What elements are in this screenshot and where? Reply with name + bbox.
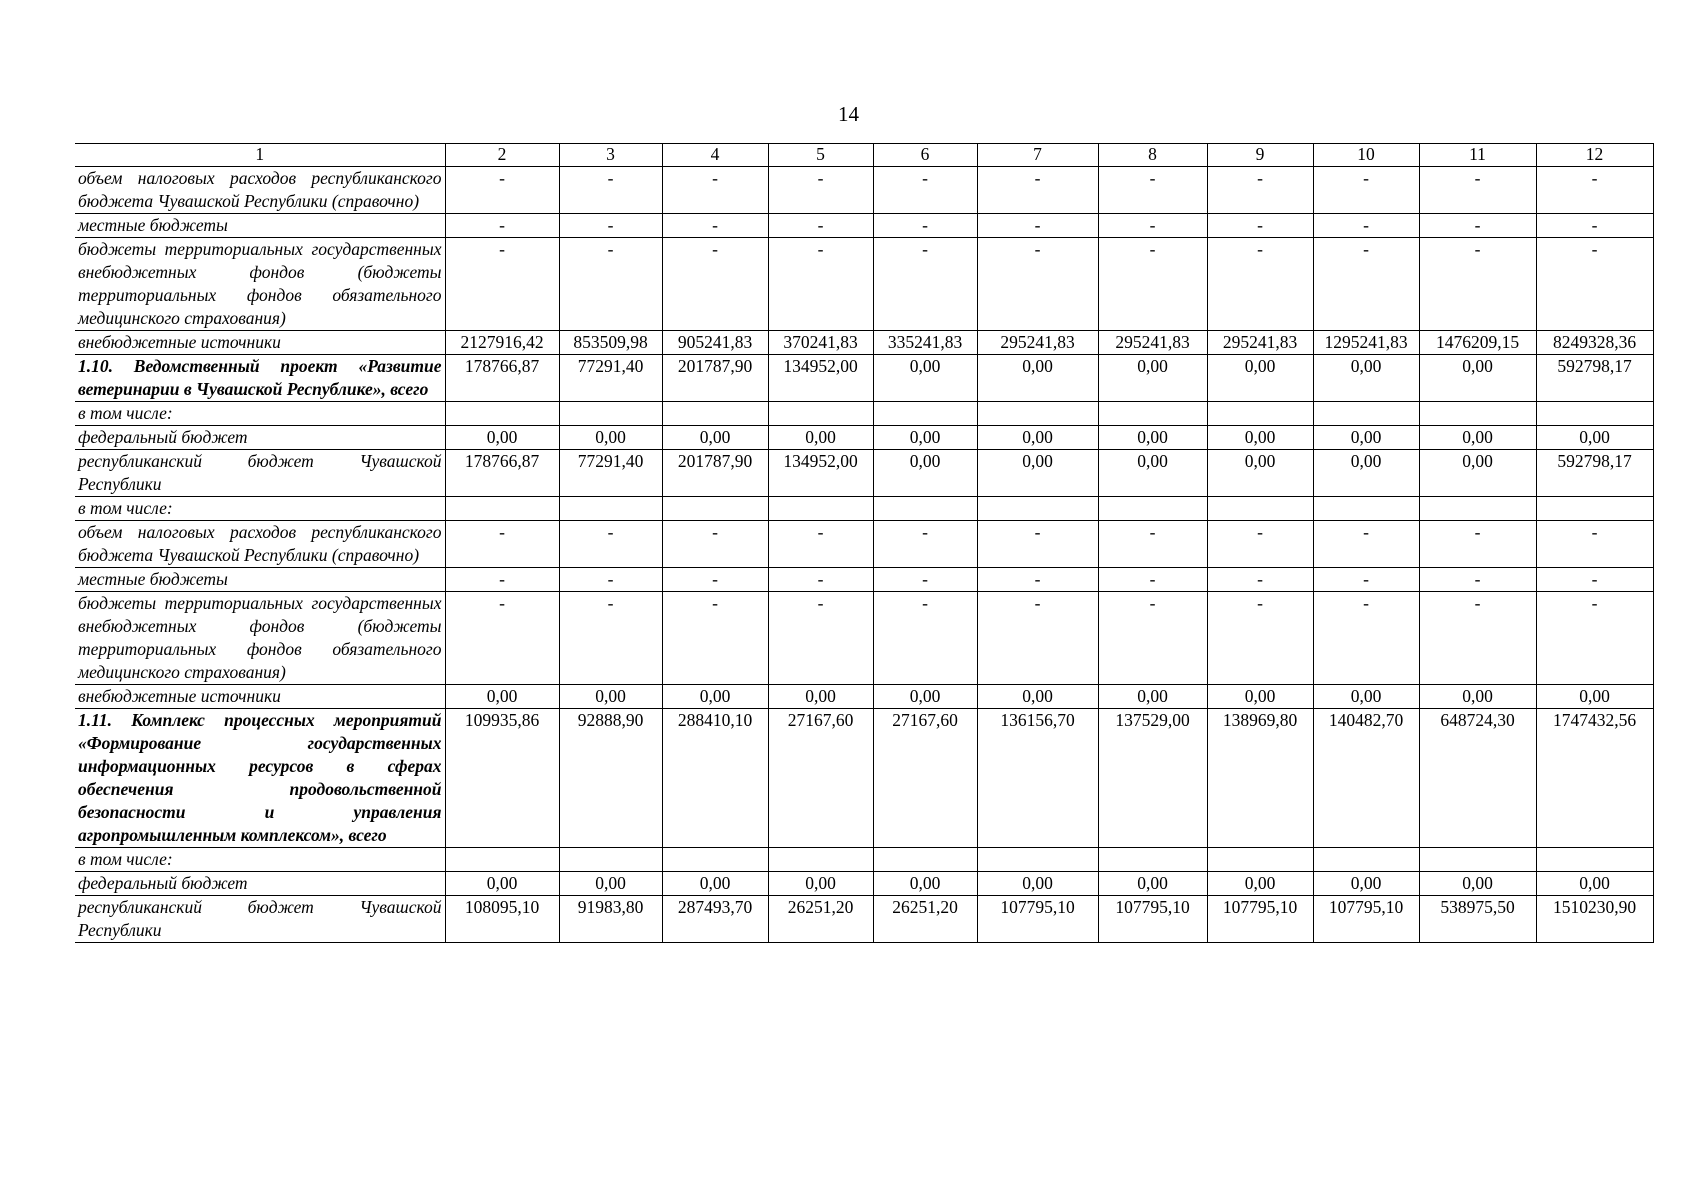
row-value-col-3	[559, 497, 662, 521]
row-value-col-9: 138969,80	[1207, 709, 1313, 848]
table-body	[75, 167, 1653, 943]
row-value-col-6: -	[873, 592, 977, 685]
row-value-col-2: -	[445, 214, 559, 238]
row-value-col-3: -	[559, 592, 662, 685]
row-value-col-2: 0,00	[445, 426, 559, 450]
row-value-col-2: -	[445, 592, 559, 685]
row-value-col-5: -	[768, 592, 873, 685]
row-value-col-12: -	[1536, 521, 1653, 568]
row-value-col-4: -	[662, 214, 768, 238]
row-value-col-12	[1536, 402, 1653, 426]
row-value-col-4: -	[662, 238, 768, 331]
row-value-col-10: 0,00	[1313, 872, 1419, 896]
row-value-col-8: 295241,83	[1098, 331, 1207, 355]
column-header-10: 10	[1313, 144, 1419, 167]
row-value-col-3: 0,00	[559, 426, 662, 450]
row-value-col-12: 592798,17	[1536, 355, 1653, 402]
row-value-col-8	[1098, 402, 1207, 426]
row-value-col-6: 0,00	[873, 426, 977, 450]
row-value-col-10: 140482,70	[1313, 709, 1419, 848]
row-value-col-4: 201787,90	[662, 450, 768, 497]
row-value-col-7: -	[977, 592, 1098, 685]
row-value-col-3: -	[559, 521, 662, 568]
row-value-col-11: 1476209,15	[1419, 331, 1536, 355]
row-value-col-10: 0,00	[1313, 450, 1419, 497]
table-row	[75, 848, 1653, 872]
row-value-col-8	[1098, 497, 1207, 521]
column-header-3: 3	[559, 144, 662, 167]
row-value-col-10	[1313, 402, 1419, 426]
row-value-col-4: 0,00	[662, 685, 768, 709]
row-value-col-12: 8249328,36	[1536, 331, 1653, 355]
row-value-col-6: 0,00	[873, 685, 977, 709]
row-value-col-9: -	[1207, 521, 1313, 568]
row-value-col-8: 0,00	[1098, 426, 1207, 450]
row-value-col-2	[445, 402, 559, 426]
row-value-col-5: 0,00	[768, 685, 873, 709]
table-row	[75, 592, 1653, 685]
row-value-col-4: 201787,90	[662, 355, 768, 402]
row-value-col-11: -	[1419, 592, 1536, 685]
row-value-col-12: 1510230,90	[1536, 896, 1653, 943]
column-header-9: 9	[1207, 144, 1313, 167]
row-label: внебюджетные источники	[75, 685, 445, 709]
row-value-col-9	[1207, 402, 1313, 426]
row-value-col-3: 91983,80	[559, 896, 662, 943]
row-value-col-4: 287493,70	[662, 896, 768, 943]
row-value-col-11	[1419, 497, 1536, 521]
row-value-col-12: 592798,17	[1536, 450, 1653, 497]
row-value-col-7	[977, 402, 1098, 426]
row-value-col-8: 137529,00	[1098, 709, 1207, 848]
row-value-col-10: 0,00	[1313, 355, 1419, 402]
row-value-col-6: 0,00	[873, 872, 977, 896]
row-label: объем налоговых расходов республиканского бюджета Чувашской Республики (справочно)	[75, 167, 445, 214]
row-value-col-11	[1419, 402, 1536, 426]
row-value-col-6: 26251,20	[873, 896, 977, 943]
row-label: республиканский бюджет Чувашской Республики	[75, 450, 445, 497]
row-value-col-3: -	[559, 238, 662, 331]
row-value-col-3: 853509,98	[559, 331, 662, 355]
table-row	[75, 167, 1653, 214]
row-value-col-12	[1536, 497, 1653, 521]
row-value-col-7: -	[977, 167, 1098, 214]
row-value-col-4: -	[662, 592, 768, 685]
row-value-col-9: 0,00	[1207, 450, 1313, 497]
row-value-col-7: 0,00	[977, 450, 1098, 497]
row-label: внебюджетные источники	[75, 331, 445, 355]
column-header-7: 7	[977, 144, 1098, 167]
row-value-col-8: -	[1098, 592, 1207, 685]
row-label: бюджеты территориальных государственных внебюджетных фондов (бюджеты территориальных фондов обязательного медицинского страхования)	[75, 238, 445, 331]
row-value-col-4: 905241,83	[662, 331, 768, 355]
row-value-col-7: 0,00	[977, 872, 1098, 896]
row-value-col-6: 335241,83	[873, 331, 977, 355]
row-value-col-11: -	[1419, 214, 1536, 238]
row-value-col-10: -	[1313, 592, 1419, 685]
row-value-col-3: 0,00	[559, 872, 662, 896]
row-value-col-10: 0,00	[1313, 426, 1419, 450]
row-value-col-10: -	[1313, 521, 1419, 568]
row-value-col-7: 107795,10	[977, 896, 1098, 943]
row-value-col-9: -	[1207, 568, 1313, 592]
row-label: местные бюджеты	[75, 214, 445, 238]
row-value-col-7: 0,00	[977, 355, 1098, 402]
row-value-col-4: 0,00	[662, 872, 768, 896]
row-value-col-9: -	[1207, 214, 1313, 238]
row-value-col-5: -	[768, 238, 873, 331]
row-value-col-6: 27167,60	[873, 709, 977, 848]
row-value-col-8: -	[1098, 568, 1207, 592]
row-value-col-7: 295241,83	[977, 331, 1098, 355]
row-value-col-12	[1536, 848, 1653, 872]
table-row	[75, 685, 1653, 709]
row-value-col-10: -	[1313, 568, 1419, 592]
row-value-col-10: 1295241,83	[1313, 331, 1419, 355]
row-value-col-3: -	[559, 214, 662, 238]
row-value-col-4: -	[662, 521, 768, 568]
row-value-col-8	[1098, 848, 1207, 872]
row-value-col-5: 26251,20	[768, 896, 873, 943]
row-value-col-11	[1419, 848, 1536, 872]
row-value-col-5: 0,00	[768, 872, 873, 896]
table-row	[75, 568, 1653, 592]
row-value-col-7	[977, 497, 1098, 521]
row-value-col-2: 108095,10	[445, 896, 559, 943]
row-value-col-9: -	[1207, 592, 1313, 685]
row-value-col-9: 107795,10	[1207, 896, 1313, 943]
row-value-col-9: 0,00	[1207, 872, 1313, 896]
table-row	[75, 896, 1653, 943]
row-value-col-7: -	[977, 568, 1098, 592]
table-row	[75, 521, 1653, 568]
column-header-4: 4	[662, 144, 768, 167]
row-value-col-12: 0,00	[1536, 685, 1653, 709]
table-row	[75, 331, 1653, 355]
row-value-col-7: -	[977, 214, 1098, 238]
row-value-col-11: 0,00	[1419, 685, 1536, 709]
column-header-12: 12	[1536, 144, 1653, 167]
row-value-col-6: -	[873, 238, 977, 331]
row-value-col-8: -	[1098, 238, 1207, 331]
row-value-col-8: 0,00	[1098, 685, 1207, 709]
row-value-col-5: 370241,83	[768, 331, 873, 355]
table-row	[75, 497, 1653, 521]
row-value-col-12: 1747432,56	[1536, 709, 1653, 848]
row-value-col-2: 0,00	[445, 872, 559, 896]
row-value-col-3	[559, 848, 662, 872]
column-header-5: 5	[768, 144, 873, 167]
column-number-row	[75, 144, 1653, 167]
row-label: федеральный бюджет	[75, 872, 445, 896]
row-label: в том числе:	[75, 848, 445, 872]
row-value-col-2: 2127916,42	[445, 331, 559, 355]
row-value-col-10: 107795,10	[1313, 896, 1419, 943]
row-value-col-11: 0,00	[1419, 872, 1536, 896]
row-value-col-9: -	[1207, 238, 1313, 331]
row-value-col-3	[559, 402, 662, 426]
row-value-col-7	[977, 848, 1098, 872]
row-value-col-7: -	[977, 521, 1098, 568]
row-label: 1.10. Ведомственный проект «Развитие ветеринарии в Чувашской Республике», всего	[75, 355, 445, 402]
row-value-col-4	[662, 402, 768, 426]
row-value-col-2: 0,00	[445, 685, 559, 709]
row-value-col-5: -	[768, 568, 873, 592]
column-header-6: 6	[873, 144, 977, 167]
row-label: 1.11. Комплекс процессных мероприятий «Формирование государственных информационных ресурсов в сферах обеспечения продовольственной безопасности и управления агропромышленным комплексом», всего	[75, 709, 445, 848]
row-value-col-3: 77291,40	[559, 355, 662, 402]
row-value-col-10: -	[1313, 214, 1419, 238]
row-value-col-6: -	[873, 568, 977, 592]
row-value-col-2: 109935,86	[445, 709, 559, 848]
row-value-col-11: -	[1419, 238, 1536, 331]
row-label: бюджеты территориальных государственных внебюджетных фондов (бюджеты территориальных фондов обязательного медицинского страхования)	[75, 592, 445, 685]
row-value-col-11: -	[1419, 568, 1536, 592]
table-row	[75, 238, 1653, 331]
row-value-col-11: 0,00	[1419, 450, 1536, 497]
row-value-col-5	[768, 402, 873, 426]
column-header-1: 1	[75, 144, 445, 167]
row-value-col-5: 134952,00	[768, 355, 873, 402]
row-value-col-4: 0,00	[662, 426, 768, 450]
row-value-col-12: -	[1536, 568, 1653, 592]
page-number: 14	[838, 102, 859, 126]
row-label: в том числе:	[75, 402, 445, 426]
row-value-col-5: 0,00	[768, 426, 873, 450]
row-value-col-2: -	[445, 521, 559, 568]
row-value-col-11: 538975,50	[1419, 896, 1536, 943]
row-value-col-4: -	[662, 167, 768, 214]
row-value-col-8: -	[1098, 167, 1207, 214]
row-value-col-9: 0,00	[1207, 685, 1313, 709]
row-value-col-8: 0,00	[1098, 355, 1207, 402]
row-value-col-6: -	[873, 167, 977, 214]
row-value-col-3: 92888,90	[559, 709, 662, 848]
row-value-col-5	[768, 848, 873, 872]
column-header-8: 8	[1098, 144, 1207, 167]
row-value-col-3: -	[559, 167, 662, 214]
row-value-col-6	[873, 402, 977, 426]
row-value-col-9	[1207, 848, 1313, 872]
row-value-col-8: 107795,10	[1098, 896, 1207, 943]
row-label: федеральный бюджет	[75, 426, 445, 450]
row-value-col-2: -	[445, 238, 559, 331]
budget-table	[75, 143, 1654, 943]
row-value-col-9	[1207, 497, 1313, 521]
row-value-col-10: 0,00	[1313, 685, 1419, 709]
row-label: местные бюджеты	[75, 568, 445, 592]
row-value-col-11: 0,00	[1419, 355, 1536, 402]
row-value-col-5: -	[768, 167, 873, 214]
row-value-col-5	[768, 497, 873, 521]
row-value-col-9: 295241,83	[1207, 331, 1313, 355]
row-value-col-5: -	[768, 214, 873, 238]
row-value-col-8: -	[1098, 214, 1207, 238]
row-value-col-2: 178766,87	[445, 450, 559, 497]
row-value-col-2: -	[445, 568, 559, 592]
table-row	[75, 709, 1653, 848]
row-value-col-10	[1313, 848, 1419, 872]
row-value-col-6: -	[873, 214, 977, 238]
row-value-col-2	[445, 497, 559, 521]
row-value-col-6: 0,00	[873, 450, 977, 497]
row-value-col-9: 0,00	[1207, 426, 1313, 450]
row-label: республиканский бюджет Чувашской Республики	[75, 896, 445, 943]
row-value-col-12: -	[1536, 238, 1653, 331]
row-label: объем налоговых расходов республиканского бюджета Чувашской Республики (справочно)	[75, 521, 445, 568]
row-value-col-4	[662, 497, 768, 521]
row-value-col-2	[445, 848, 559, 872]
row-value-col-11: 0,00	[1419, 426, 1536, 450]
table-row	[75, 450, 1653, 497]
row-value-col-11: 648724,30	[1419, 709, 1536, 848]
row-value-col-3: -	[559, 568, 662, 592]
row-value-col-2: 178766,87	[445, 355, 559, 402]
row-value-col-7: 136156,70	[977, 709, 1098, 848]
row-value-col-11: -	[1419, 521, 1536, 568]
row-value-col-10	[1313, 497, 1419, 521]
row-value-col-6: -	[873, 521, 977, 568]
row-value-col-7: -	[977, 238, 1098, 331]
row-value-col-6	[873, 848, 977, 872]
table-row	[75, 214, 1653, 238]
row-value-col-12: 0,00	[1536, 426, 1653, 450]
row-value-col-4	[662, 848, 768, 872]
row-value-col-5: 27167,60	[768, 709, 873, 848]
row-value-col-12: -	[1536, 214, 1653, 238]
row-value-col-9: -	[1207, 167, 1313, 214]
row-value-col-8: 0,00	[1098, 872, 1207, 896]
table-row	[75, 402, 1653, 426]
row-value-col-3: 0,00	[559, 685, 662, 709]
row-value-col-3: 77291,40	[559, 450, 662, 497]
row-value-col-4: -	[662, 568, 768, 592]
row-value-col-6	[873, 497, 977, 521]
row-value-col-8: -	[1098, 521, 1207, 568]
row-value-col-9: 0,00	[1207, 355, 1313, 402]
row-value-col-6: 0,00	[873, 355, 977, 402]
row-value-col-7: 0,00	[977, 685, 1098, 709]
row-value-col-12: -	[1536, 592, 1653, 685]
table-row	[75, 872, 1653, 896]
row-value-col-5: -	[768, 521, 873, 568]
table-row	[75, 426, 1653, 450]
column-header-2: 2	[445, 144, 559, 167]
row-value-col-11: -	[1419, 167, 1536, 214]
row-value-col-8: 0,00	[1098, 450, 1207, 497]
row-value-col-10: -	[1313, 167, 1419, 214]
row-value-col-12: -	[1536, 167, 1653, 214]
table-row	[75, 355, 1653, 402]
row-value-col-5: 134952,00	[768, 450, 873, 497]
row-value-col-2: -	[445, 167, 559, 214]
column-header-11: 11	[1419, 144, 1536, 167]
row-value-col-10: -	[1313, 238, 1419, 331]
row-value-col-4: 288410,10	[662, 709, 768, 848]
row-value-col-7: 0,00	[977, 426, 1098, 450]
row-value-col-12: 0,00	[1536, 872, 1653, 896]
row-label: в том числе:	[75, 497, 445, 521]
